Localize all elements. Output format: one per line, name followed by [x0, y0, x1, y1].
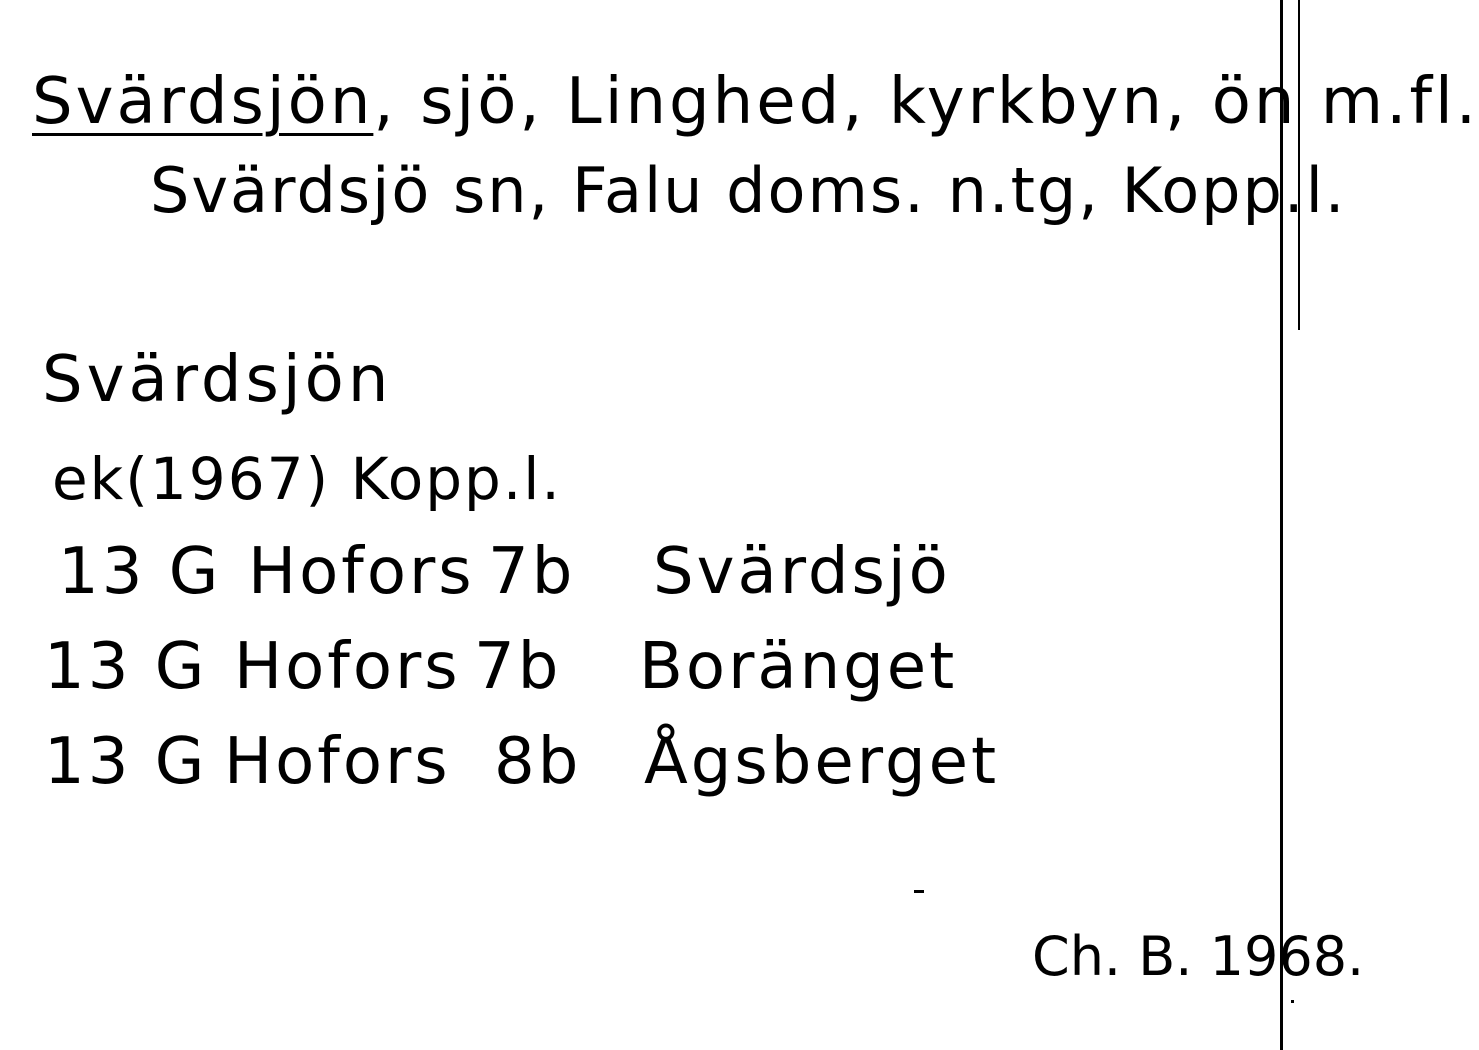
map-subsheet: 7b — [474, 630, 562, 704]
map-sheet-number: 13 G — [44, 630, 208, 704]
scan-speck — [914, 890, 924, 893]
map-subsheet: 8b — [494, 725, 582, 799]
map-reference-row — [58, 535, 951, 609]
map-subsheet: 7b — [488, 535, 576, 609]
entry-headword: Svärdsjön — [42, 343, 393, 417]
map-place-name: Svärdsjö — [653, 535, 951, 609]
card-header-line-2: Svärdsjö sn, Falu doms. n.tg, Kopp.l. — [150, 154, 1347, 227]
map-sheet-name: Hofors — [224, 725, 451, 799]
map-reference-row — [44, 725, 1000, 799]
map-reference-row — [44, 630, 958, 704]
map-place-name: Boränget — [639, 630, 958, 704]
header-line-1-rest: , sjö, Linghed, kyrkbyn, ön m.fl. — [373, 65, 1479, 139]
scan-speck — [1291, 1000, 1294, 1003]
signature: Ch. B. 1968. — [1032, 925, 1365, 988]
map-sheet-number: 13 G — [58, 535, 222, 609]
card-header-line-1 — [32, 65, 1479, 139]
map-sheet-number: 13 G — [44, 725, 208, 799]
map-sheet-name: Hofors — [248, 535, 475, 609]
map-place-name: Ågsberget — [644, 725, 1000, 799]
map-sheet-name: Hofors — [234, 630, 461, 704]
header-headword: Svärdsjön — [32, 65, 374, 139]
entry-source: ek(1967) Kopp.l. — [52, 445, 562, 513]
